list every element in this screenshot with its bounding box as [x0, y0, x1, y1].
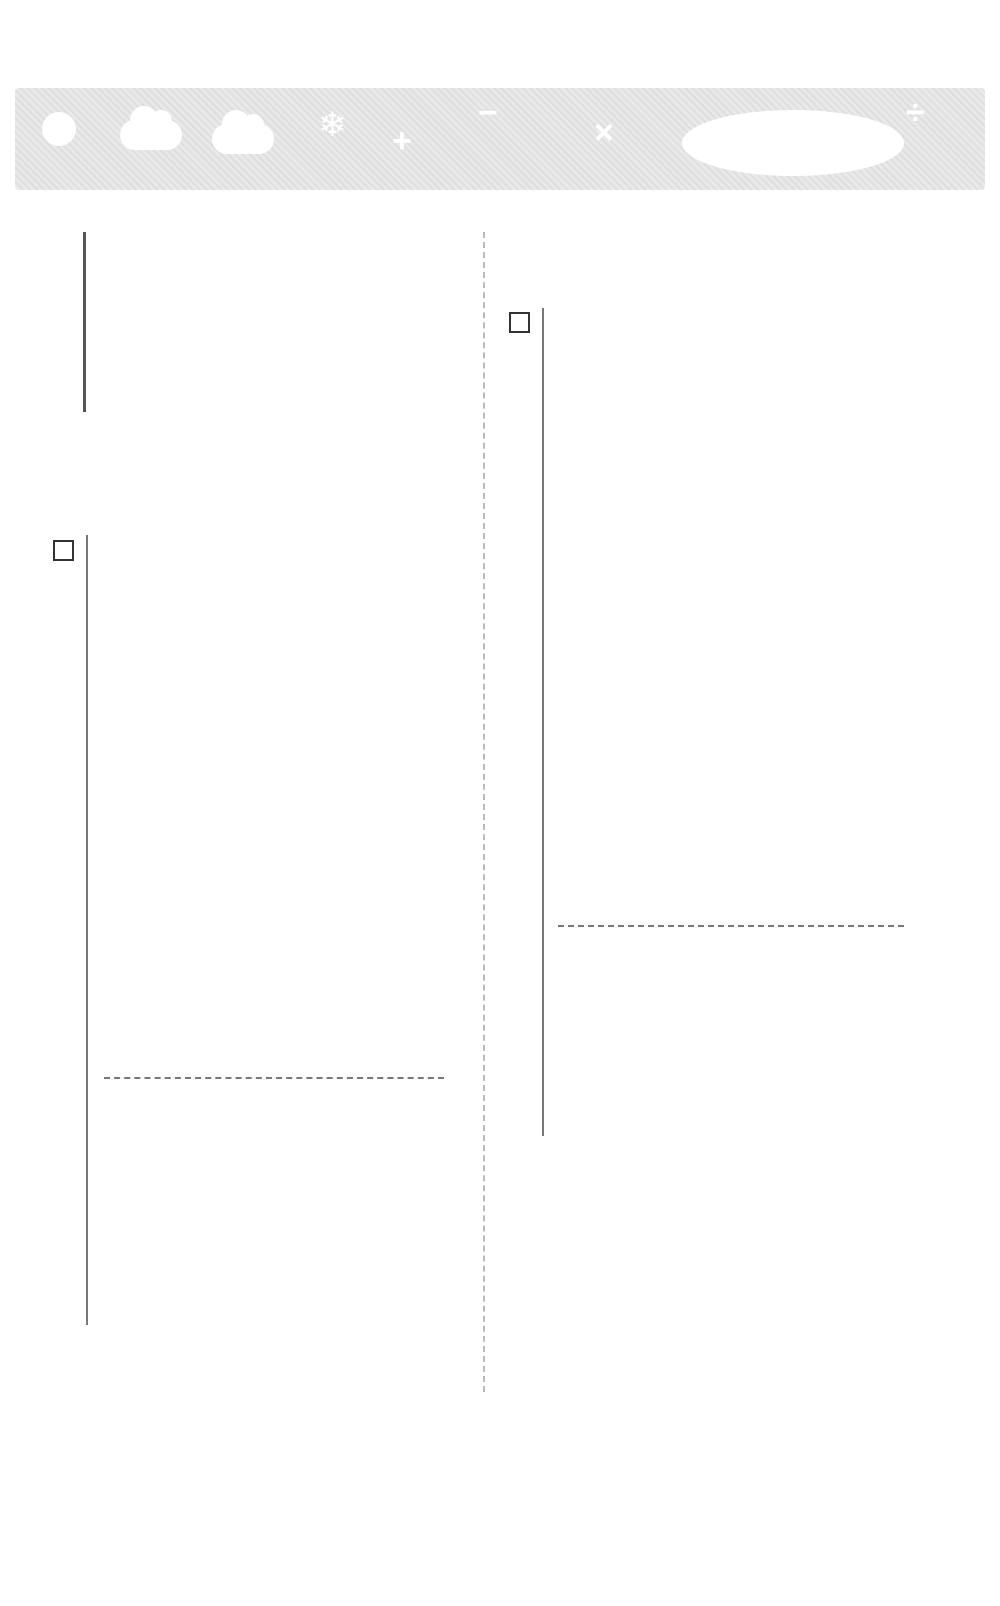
minus-icon: − — [478, 94, 498, 132]
answer-key-badge — [682, 110, 904, 176]
plus-icon: + — [392, 122, 412, 160]
lesson8-written-label — [50, 1092, 76, 1120]
snowflake-icon: ❄ — [318, 106, 347, 144]
lesson9-written-label — [506, 940, 532, 968]
box-icon — [509, 312, 530, 333]
lesson9-oral-label — [506, 312, 532, 340]
lesson9-divider — [558, 925, 904, 927]
sun-icon — [42, 112, 76, 146]
lesson8-divider — [104, 1077, 444, 1079]
rain-cloud-icon — [212, 124, 274, 154]
box-icon — [53, 540, 74, 561]
bracket-bar — [83, 232, 86, 412]
cloud-icon — [120, 120, 182, 150]
divide-icon: ÷ — [906, 94, 925, 132]
lesson9-bar — [542, 308, 544, 1136]
lesson8-oral-label — [50, 540, 76, 568]
times-icon: × — [594, 114, 614, 152]
lesson8-bar — [86, 535, 88, 1325]
column-divider — [483, 232, 485, 1392]
